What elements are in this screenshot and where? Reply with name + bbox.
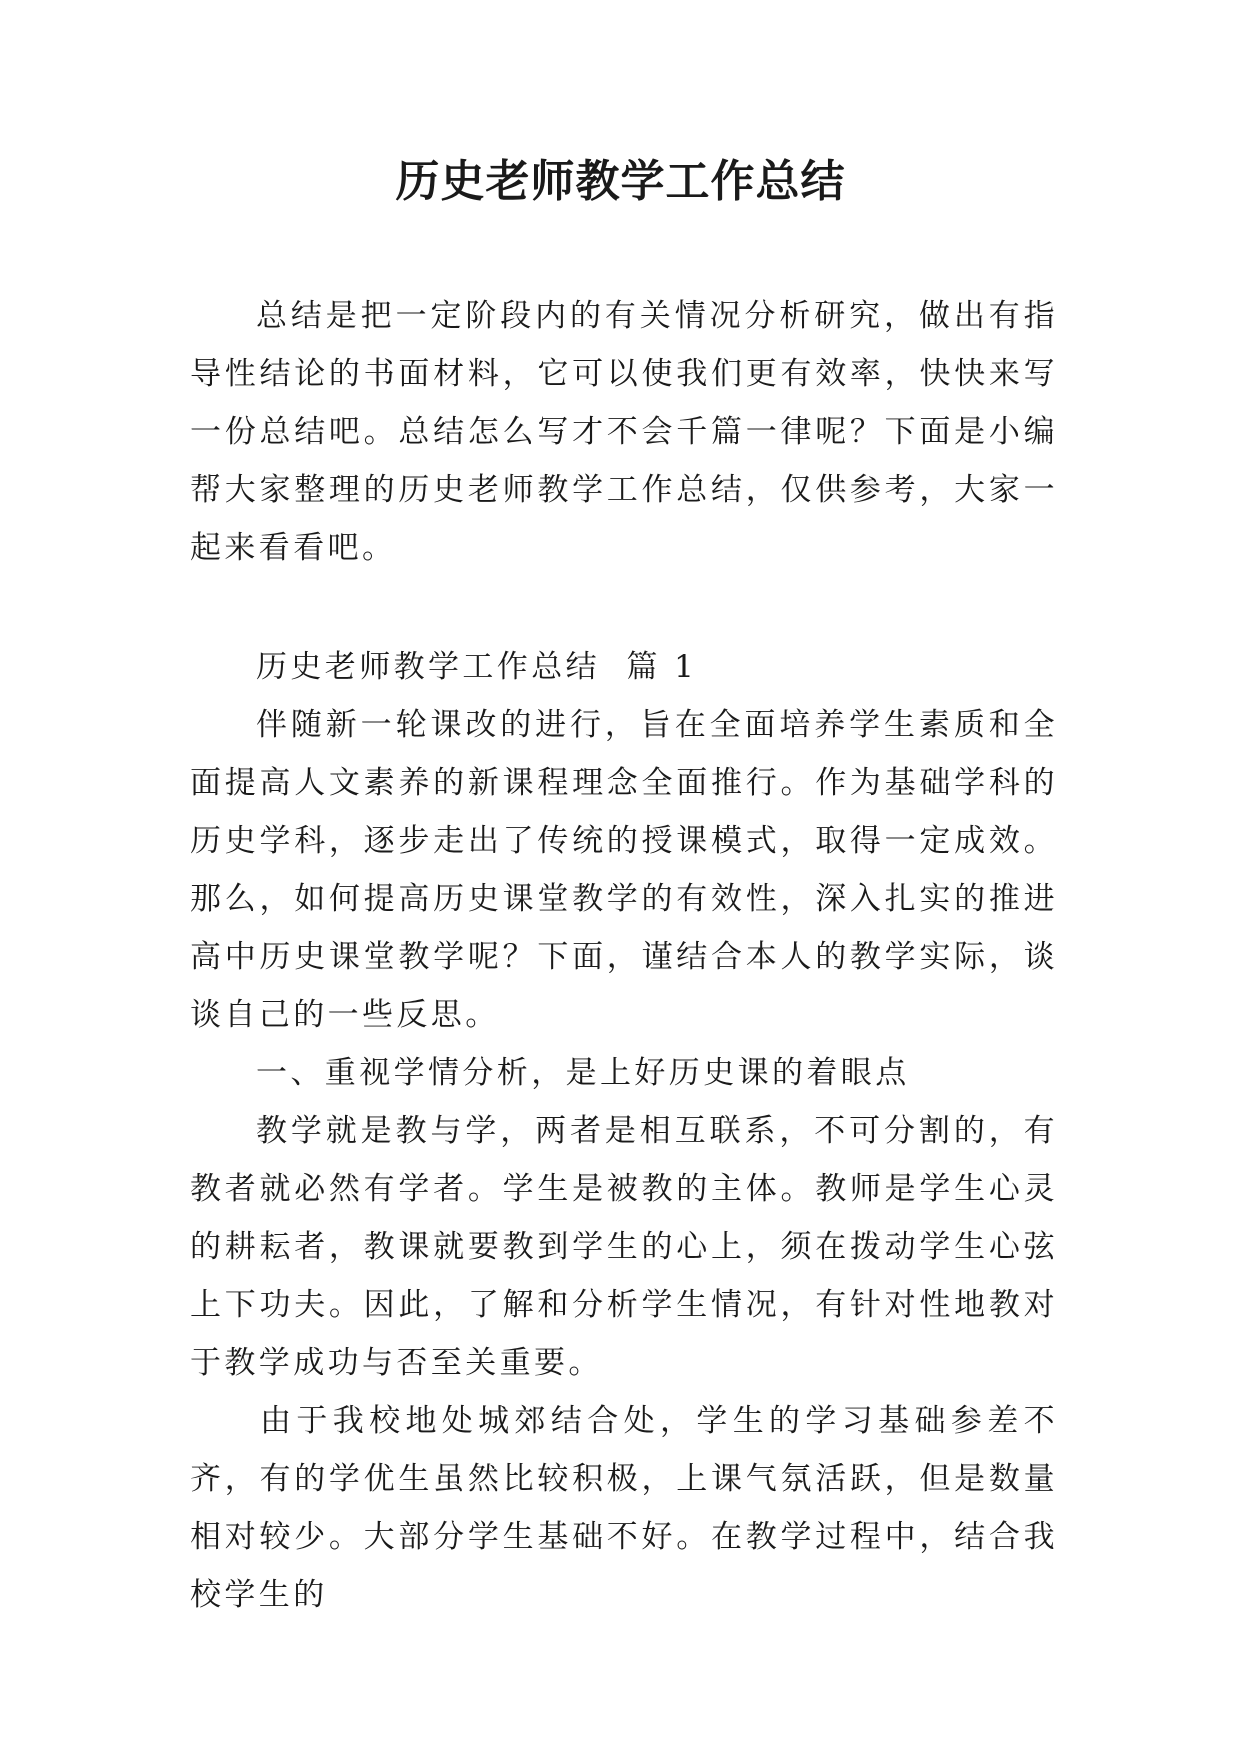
document-title: 历史老师教学工作总结: [395, 156, 846, 207]
section-heading: 一、重视学情分析，是上好历史课的着眼点: [256, 1055, 910, 1091]
body-paragraph: 伴随新一轮课改的进行，旨在全面培养学生素质和全面提高人文素养的新课程理念全面推行。作为基础学科的历史学科，逐步走出了传统的授课模式，取得一定成效。那么，如何提高历史课堂教学的有效性，深入扎实的推进高中历史课堂教学呢？下面，谨结合本人的教学实际，谈谈自己的一些反思。: [190, 707, 1058, 1033]
body-paragraph: 教学就是教与学，两者是相互联系，不可分割的，有教者就必然有学者。学生是被教的主体。教师是学生心灵的耕耘者，教课就要教到学生的心上，须在拨动学生心弦上下功夫。因此，了解和分析学生情况，有针对性地教对于教学成功与否至关重要。: [190, 1113, 1058, 1381]
intro-paragraph: 总结是把一定阶段内的有关情况分析研究，做出有指导性结论的书面材料，它可以使我们更有效率，快快来写一份总结吧。总结怎么写才不会千篇一律呢？下面是小编帮大家整理的历史老师教学工作总结，仅供参考，大家一起来看看吧。: [190, 298, 1058, 566]
article-heading: 历史老师教学工作总结 篇 1: [256, 649, 698, 685]
body-paragraph: 由于我校地处城郊结合处，学生的学习基础参差不齐，有的学优生虽然比较积极，上课气氛活跃，但是数量相对较少。大部分学生基础不好。在教学过程中，结合我校学生的: [190, 1403, 1058, 1613]
